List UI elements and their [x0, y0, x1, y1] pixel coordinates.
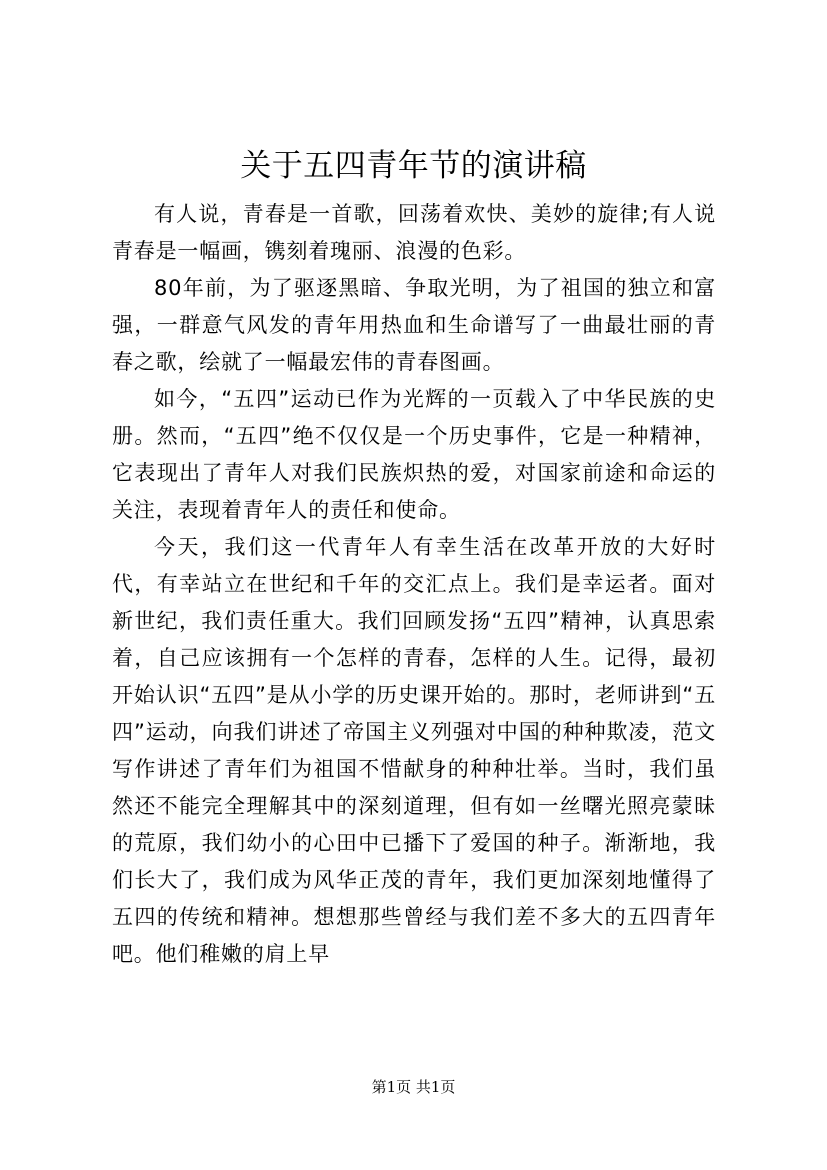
- paragraph-4: 今天，我们这一代青年人有幸生活在改革开放的大好时代，有幸站立在世纪和千年的交汇点上。我们是幸运者。面对新世纪，我们责任重大。我们回顾发扬“五四”精神，认真思索着，自己应该拥有一个怎样的青春，怎样的人生。记得，最初开始认识“五四”是从小学的历史课开始的。那时，老师讲到“五四”运动，向我们讲述了帝国主义列强对中国的种种欺凌，范文写作讲述了青年们为祖国不惜献身的种种壮举。当时，我们虽然还不能完全理解其中的深刻道理，但有如一丝曙光照亮蒙昧的荒原，我们幼小的心田中已播下了爱国的种子。渐渐地，我们长大了，我们成为风华正茂的青年，我们更加深刻地懂得了五四的传统和精神。想想那些曾经与我们差不多大的五四青年吧。他们稚嫩的肩上早: [112, 535, 716, 966]
- paragraph-2: 80年前，为了驱逐黑暗、争取光明，为了祖国的独立和富强，一群意气风发的青年用热血和生命谱写了一曲最壮丽的青春之歌，绘就了一幅最宏伟的青春图画。: [112, 276, 716, 374]
- paragraph-1: 有人说，青春是一首歌，回荡着欢快、美妙的旋律;有人说青春是一幅画，镌刻着瑰丽、浪漫的色彩。: [112, 202, 716, 263]
- paragraph-3: 如今，“五四”运动已作为光辉的一页载入了中华民族的史册。然而，“五四”绝不仅仅是一个历史事件，它是一种精神，它表现出了青年人对我们民族炽热的爱，对国家前途和命运的关注，表现着青年人的责任和使命。: [112, 387, 716, 522]
- document-title: 关于五四青年节的演讲稿: [240, 148, 587, 184]
- page-number-footer: 第1页 共1页: [371, 1078, 456, 1096]
- document-body: [112, 196, 716, 973]
